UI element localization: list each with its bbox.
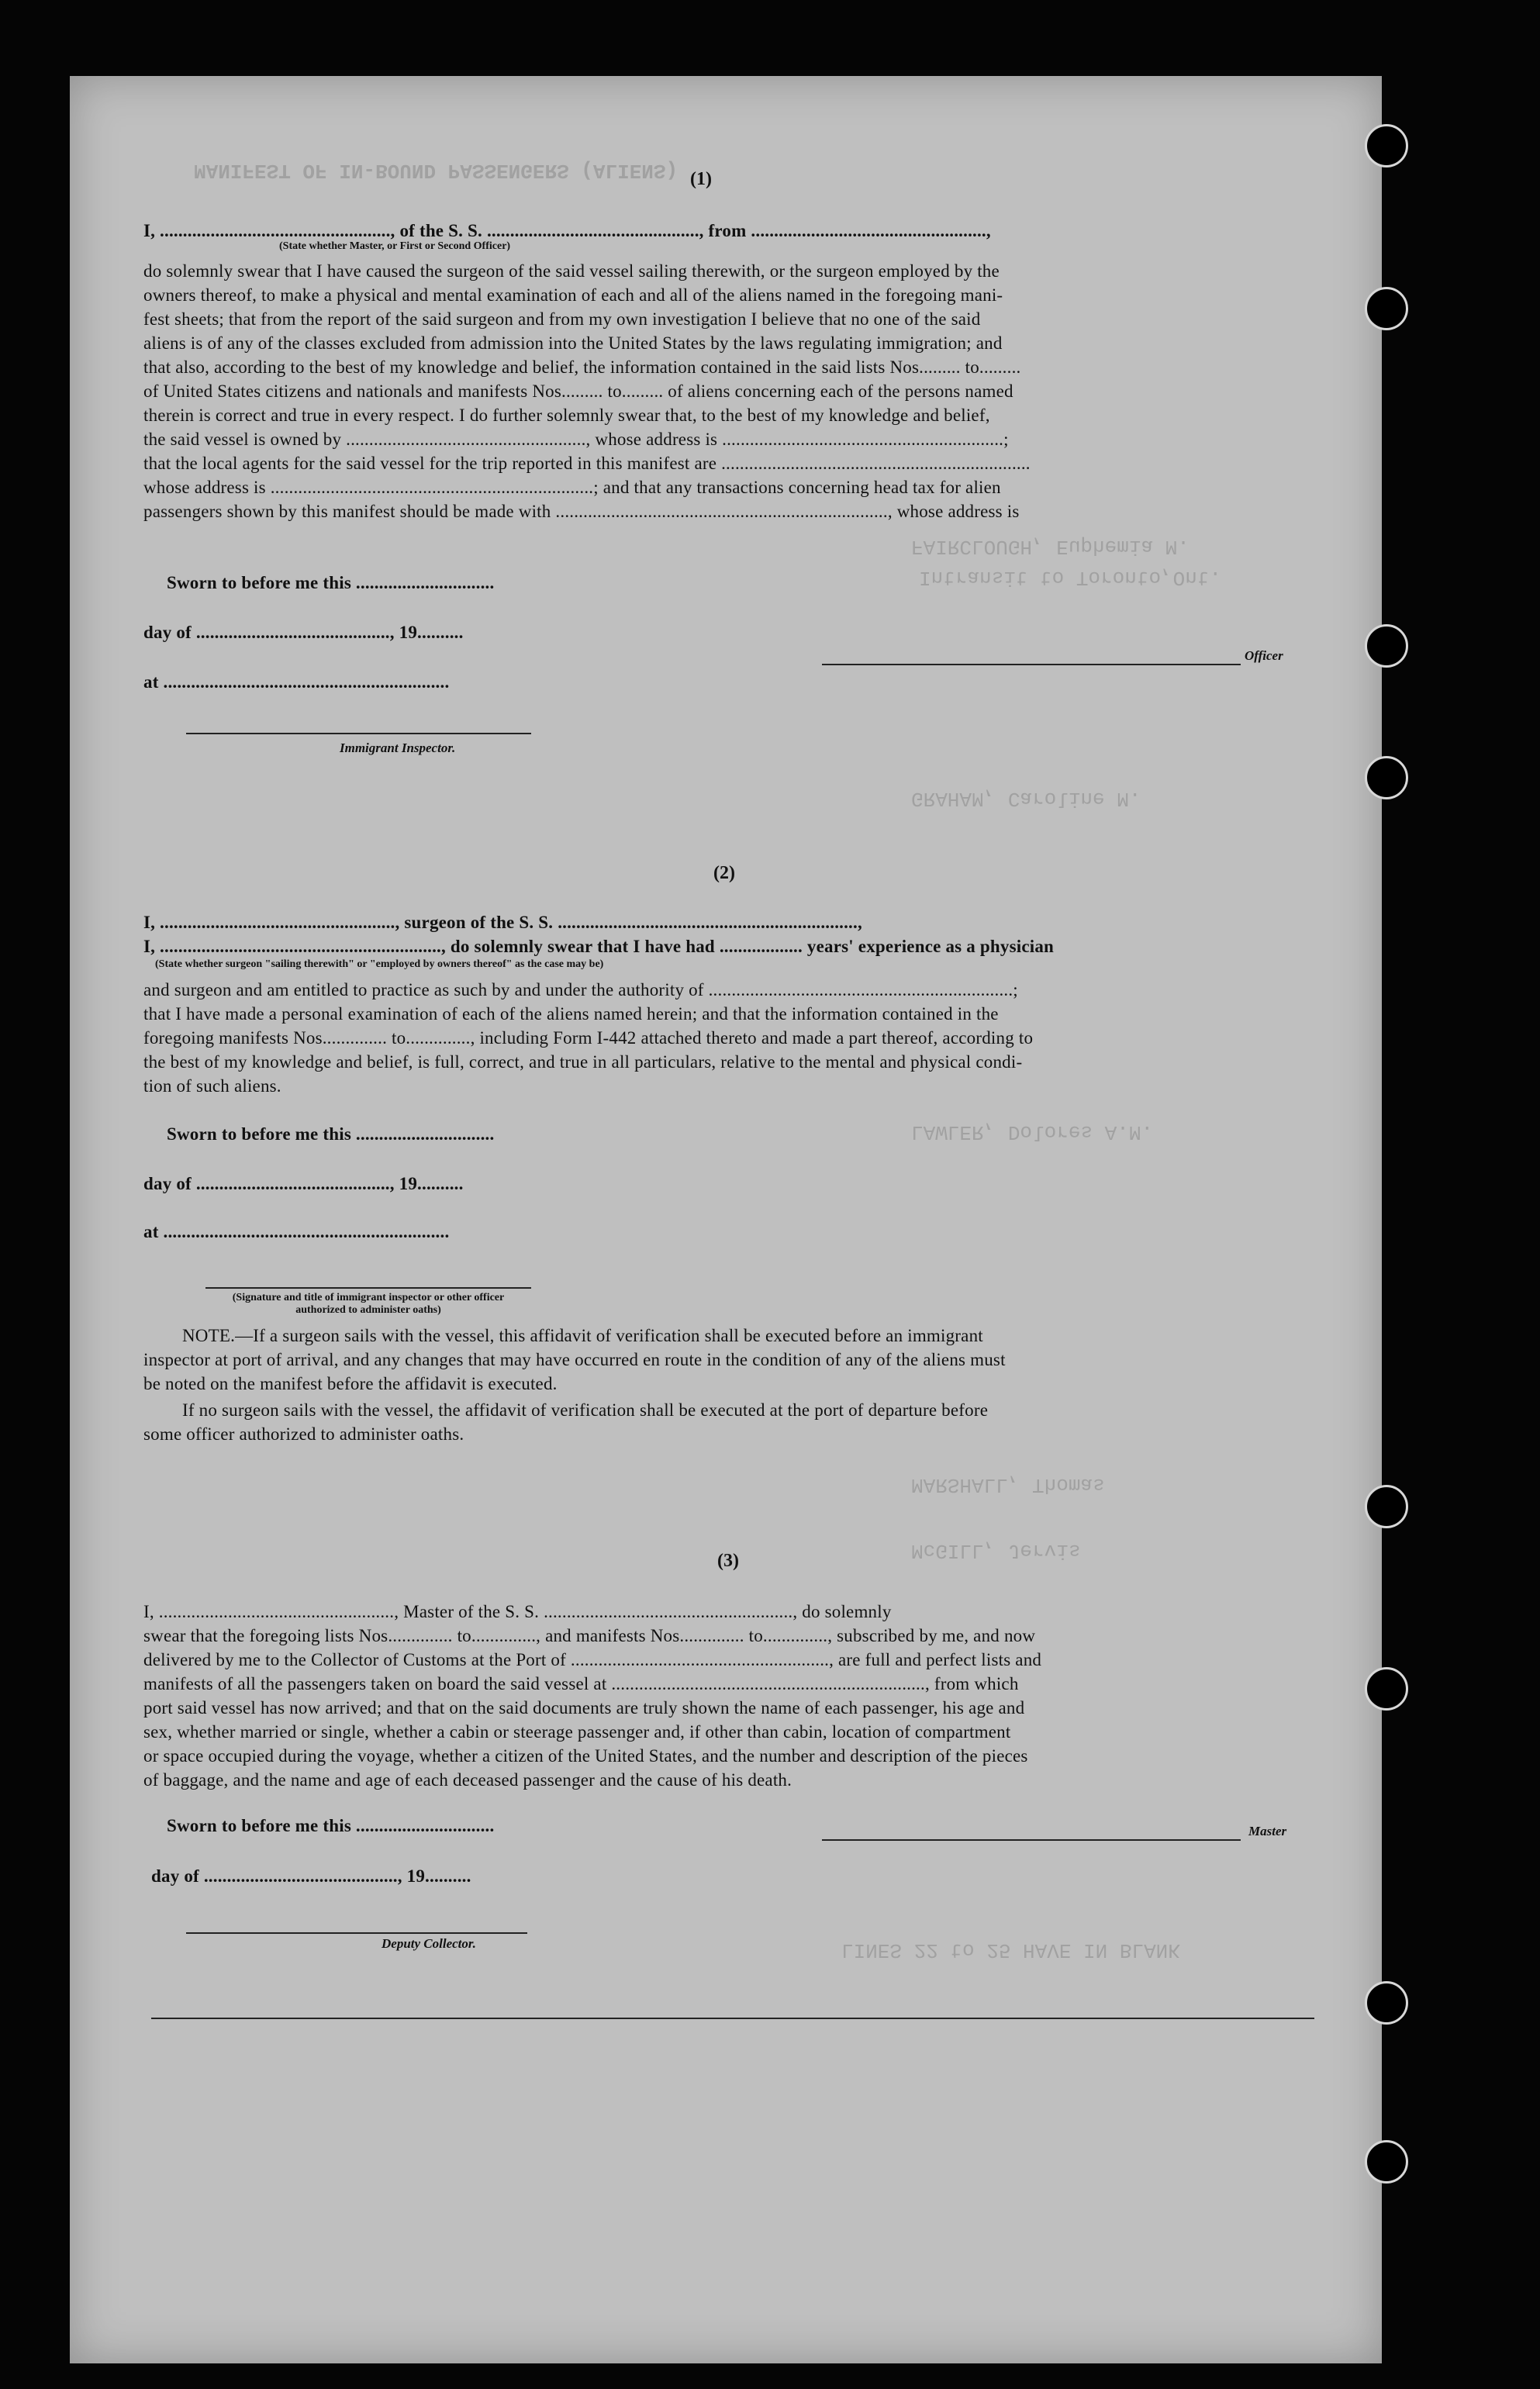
punch-hole [1365, 287, 1408, 330]
punch-hole [1365, 756, 1408, 799]
section2-body-line: foregoing manifests Nos.............. to.............., including Form I-442 attached thereto and made a part thereof, according to [143, 1028, 1034, 1048]
section1-body-line: do solemnly swear that I have caused the surgeon of the said vessel sailing therewith, or the surgeon employed by the [143, 261, 1000, 281]
section2-note: (State whether surgeon "sailing therewith" or "employed by owners thereof" as the case may be) [155, 958, 604, 970]
section3-body-line: port said vessel has now arrived; and that on the said documents are truly shown the name of each passenger, his age and [143, 1698, 1025, 1718]
sworn-line: Sworn to before me this .............................. [167, 1816, 495, 1835]
signature-note: (Signature and title of immigrant inspector or other officer authorized to administer oaths) [232, 1292, 505, 1316]
day-line: day of .........................................., 19.......... [143, 1174, 464, 1193]
note-paragraph-line: NOTE.—If a surgeon sails with the vessel, this affidavit of verification shall be executed before an immigrant [182, 1326, 983, 1345]
section-number: (2) [713, 863, 735, 883]
note-paragraph-line: inspector at port of arrival, and any changes that may have occurred en route in the condition of any of the aliens must [143, 1350, 1006, 1369]
section-number: (3) [717, 1551, 739, 1571]
section1-body-line: that also, according to the best of my knowledge and belief, the information contained in the said lists Nos......... to......... [143, 357, 1021, 377]
at-line: at .............................................................. [143, 672, 450, 692]
section1-body-line: that the local agents for the said vessel for the trip reported in this manifest are ................................................................... [143, 454, 1031, 473]
section2-body-line: that I have made a personal examination of each of the aliens named herein; and that the information contained in the [143, 1004, 999, 1024]
signature-rule [822, 664, 1241, 665]
section2-line1: I, ............................................................., do solemnly swear that I have had .................. years' experience as a physician [143, 937, 1055, 956]
note-paragraph-line: If no surgeon sails with the vessel, the affidavit of verification shall be executed at the port of departure before [182, 1400, 989, 1420]
bleed-through-text: LINES 22 to 25 HAVE IN BLANK [841, 1938, 1180, 1962]
bleed-through-text: MARSHALL, Thomas [911, 1473, 1105, 1497]
punch-hole [1365, 1485, 1408, 1528]
bleed-through-text: MANIFEST OF IN-BOUND PASSENGERS (ALIENS) [194, 159, 678, 182]
section1-body-line: passengers shown by this manifest should be made with ........................................................................, whose address is [143, 502, 1020, 521]
at-line: at .............................................................. [143, 1222, 450, 1241]
punch-hole [1365, 624, 1408, 668]
section1-body-line: of United States citizens and nationals and manifests Nos......... to......... of aliens concerning each of the persons named [143, 381, 1013, 401]
signature-rule [822, 1839, 1241, 1841]
bleed-through-text: McGILL, Jervis [911, 1539, 1081, 1562]
master-label: Master [1248, 1824, 1287, 1838]
officer-label: Officer [1245, 648, 1283, 663]
section3-body-line: swear that the foregoing lists Nos.............. to.............., and manifests Nos.............. to.............., subscribed by me, and now [143, 1626, 1036, 1645]
section1-body-line: whose address is ......................................................................; and that any transactions concerning head tax for alien [143, 478, 1001, 497]
section-number: (1) [690, 169, 712, 189]
section3-body-line: of baggage, and the name and age of each deceased passenger and the cause of his death. [143, 1770, 792, 1790]
bleed-through-text: LAWLER, Dolores A.M. [911, 1120, 1154, 1144]
section3-body-line: delivered by me to the Collector of Customs at the Port of ........................................................, are full and perfect lists and [143, 1650, 1042, 1669]
signature-rule [186, 733, 531, 734]
section1-body-line: therein is correct and true in every respect. I do further solemnly swear that, to the best of my knowledge and belief, [143, 406, 990, 425]
deputy-collector-label: Deputy Collector. [382, 1936, 476, 1951]
punch-hole [1365, 1981, 1408, 2025]
day-line: day of .........................................., 19.......... [151, 1866, 471, 1886]
signature-rule [186, 1932, 527, 1934]
section2-line0: I, ..................................................., surgeon of the S. S. ................................................................., [143, 913, 862, 932]
inspector-label: Immigrant Inspector. [340, 741, 456, 755]
sworn-line: Sworn to before me this .............................. [167, 573, 495, 592]
section2-body-line: and surgeon and am entitled to practice as such by and under the authority of ..................................................................; [143, 980, 1018, 999]
bleed-through-text: GRAHAM, Caroline M. [911, 787, 1141, 810]
section3-body-line: or space occupied during the voyage, whether a citizen of the United States, and the number and description of the pieces [143, 1746, 1028, 1766]
section3-body-line: I, ..................................................., Master of the S. S. ......................................................, do solemnly [143, 1602, 892, 1621]
section1-line1-note: (State whether Master, or First or Second Officer) [279, 240, 511, 252]
sworn-line: Sworn to before me this .............................. [167, 1124, 495, 1144]
signature-rule [205, 1287, 531, 1289]
section3-body-line: manifests of all the passengers taken on board the said vessel at ...................................................................., from which [143, 1674, 1019, 1693]
section1-body-line: owners thereof, to make a physical and mental examination of each and all of the aliens named in the foregoing mani- [143, 285, 1003, 305]
section1-line1: I, .................................................., of the S. S. .............................................., from ..................................................., [143, 221, 991, 240]
section1-body-line: fest sheets; that from the report of the said surgeon and from my own investigation I believe that no one of the said [143, 309, 981, 329]
section3-body-line: sex, whether married or single, whether a cabin or steerage passenger and, if other than cabin, location of compartment [143, 1722, 1011, 1742]
bleed-through-text: FAIRCLOUGH, Euphemia M. [911, 535, 1190, 558]
note-paragraph-line: be noted on the manifest before the affidavit is executed. [143, 1374, 558, 1393]
punch-hole [1365, 124, 1408, 167]
bottom-rule [151, 2018, 1314, 2019]
day-line: day of .........................................., 19.......... [143, 623, 464, 642]
punch-hole [1365, 1667, 1408, 1711]
section1-body-line: aliens is of any of the classes excluded from admission into the United States by the laws regulating immigration; and [143, 333, 1003, 353]
section2-body-line: the best of my knowledge and belief, is full, correct, and true in all particulars, relative to the mental and physical condi- [143, 1052, 1023, 1072]
section1-body-line: the said vessel is owned by ...................................................., whose address is .............................................................; [143, 430, 1009, 449]
section2-body-line: tion of such aliens. [143, 1076, 281, 1096]
bleed-through-text: Intransit to Toronto,Ont. [919, 566, 1222, 589]
note-paragraph-line: some officer authorized to administer oaths. [143, 1424, 464, 1444]
punch-hole [1365, 2140, 1408, 2184]
